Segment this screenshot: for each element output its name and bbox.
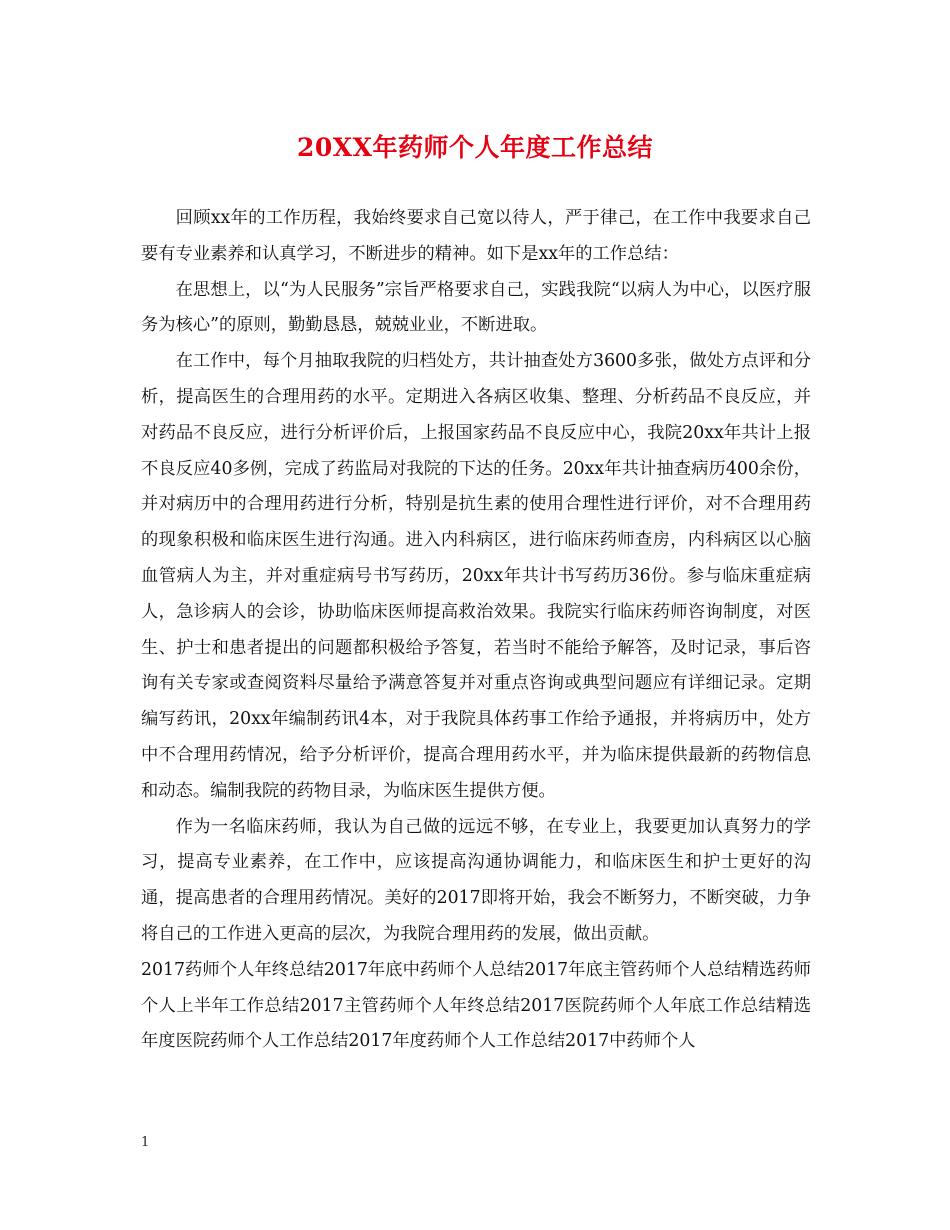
page-number: 1 xyxy=(141,1135,150,1150)
document-body xyxy=(141,201,811,1060)
paragraph-ideology: 在思想上，以“为人民服务”宗旨严格要求自己，实践我院“以病人为中心，以医疗服务为核心”的原则，勤勤恳恳，兢兢业业，不断进取。 xyxy=(141,279,811,336)
document-title: 20XX年药师个人年度工作总结 xyxy=(296,133,654,162)
paragraph-intro: 回顾xx年的工作历程，我始终要求自己宽以待人，严于律己，在工作中我要求自己要有专业素养和认真学习，不断进步的精神。如下是xx年的工作总结： xyxy=(141,208,811,264)
paragraph-related-links: 2017药师个人年终总结2017年底中药师个人总结2017年底主管药师个人总结精选药师个人上半年工作总结2017主管药师个人年终总结2017医院药师个人年底工作总结精选年度医院药师个人工作总结2017年度药师个人工作总结2017中药师个人 xyxy=(141,959,811,1052)
paragraph-work: 在工作中，每个月抽取我院的归档处方，共计抽查处方3600多张，做处方点评和分析，提高医生的合理用药的水平。定期进入各病区收集、整理、分析药品不良反应，并对药品不良反应，进行分析评价后，上报国家药品不良反应中心，我院20xx年共计上报不良反应40多例，完成了药监局对我院的下达的任务。20xx年共计抽查病历400余份，并对病历中的合理用药进行分析，特别是抗生素的使用合理性进行评价，对不合理用药的现象积极和临床医生进行沟通。进入内科病区，进行临床药师查房，内科病区以心脑血管病人为主，并对重症病号书写药历，20xx年共计书写药历36份。参与临床重症病人，急诊病人的会诊，协助临床医师提高救治效果。我院实行临床药师咨询制度，对医生、护士和患者提出的问题都积极给予答复，若当时不能给予解答，及时记录，事后咨询有关专家或查阅资料尽量给予满意答复并对重点咨询或典型问题应有详细记录。定期编写药讯，20xx年编制药讯4本，对于我院具体药事工作给予通报，并将病历中，处方中不合理用药情况，给予分析评价，提高合理用药水平，并为临床提供最新的药物信息和动态。编制我院的药物目录，为临床医生提供方便。 xyxy=(141,351,811,801)
paragraph-reflection: 作为一名临床药师，我认为自己做的远远不够，在专业上，我要更加认真努力的学习，提高专业素养，在工作中，应该提高沟通协调能力，和临床医生和护士更好的沟通，提高患者的合理用药情况。美好的2017即将开始，我会不断努力，不断突破，力争将自己的工作进入更高的层次，为我院合理用药的发展，做出贡献。 xyxy=(141,816,811,944)
